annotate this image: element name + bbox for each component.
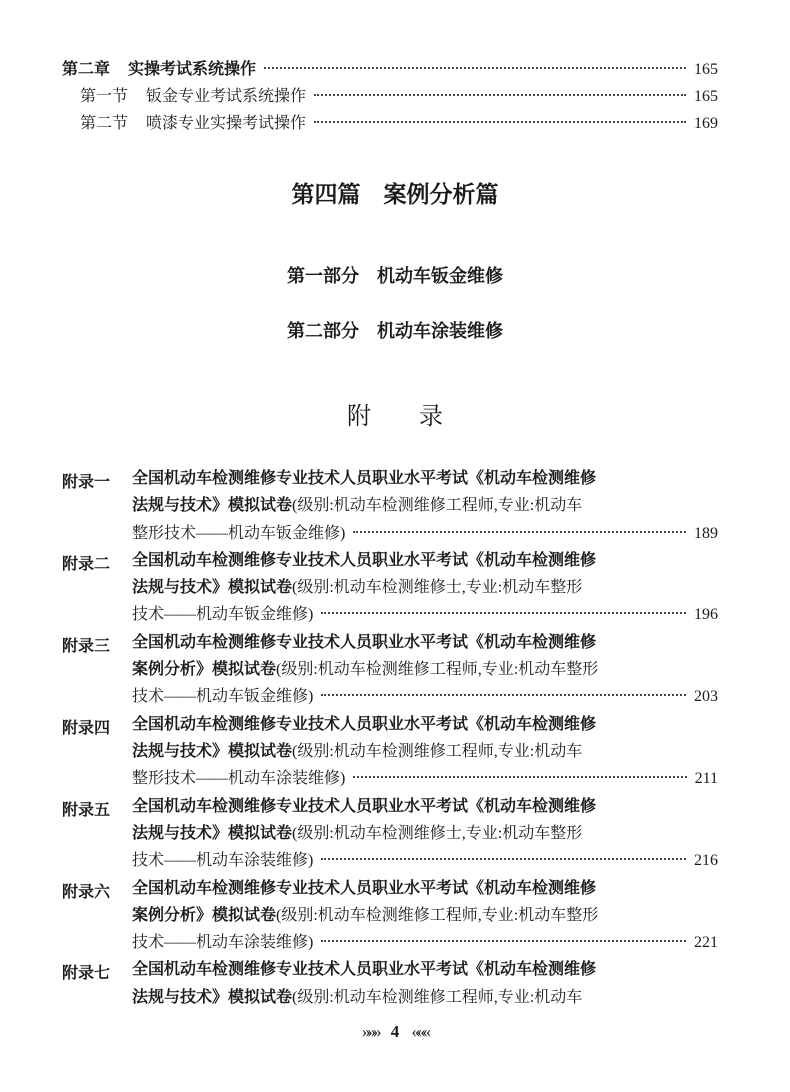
appendix-line <box>132 769 718 789</box>
appendix-line <box>132 988 718 1008</box>
appendix-title-bold: 全国机动车检测维修专业技术人员职业水平考试《机动车检测维修 <box>132 797 597 815</box>
decorative-arrows-left: »»» <box>362 1022 379 1041</box>
appendix-label: 附录五 <box>62 801 111 819</box>
page-number: 196 <box>694 606 718 624</box>
appendix-title-bold: 全国机动车检测维修专业技术人员职业水平考试《机动车检测维修 <box>132 961 597 979</box>
page-number: 169 <box>694 115 718 132</box>
appendix-title-text: 技术——机动车钣金维修) <box>132 606 314 624</box>
appendix-label: 附录七 <box>62 965 111 983</box>
chapter-title: 实操考试系统操作 <box>128 61 257 78</box>
appendix-title-bold: 全国机动车检测维修专业技术人员职业水平考试《机动车检测维修 <box>132 633 597 651</box>
section-title: 钣金专业考试系统操作 <box>146 88 307 105</box>
appendix-line <box>132 715 718 735</box>
page-number: 216 <box>694 852 718 870</box>
subpart-title: 第一部分 机动车钣金维修 <box>287 266 503 286</box>
appendix-title-bold: 法规与技术》模拟试卷 <box>132 742 293 760</box>
appendix-title-bold: 法规与技术》模拟试卷 <box>132 497 293 515</box>
section-label: 第一节 <box>80 88 129 105</box>
appendix-title-bold: 法规与技术》模拟试卷 <box>132 824 293 842</box>
appendix-title-bold: 法规与技术》模拟试卷 <box>132 579 293 597</box>
appendix-line <box>132 879 718 899</box>
appendix-title-bold: 全国机动车检测维修专业技术人员职业水平考试《机动车检测维修 <box>132 879 597 897</box>
appendix-label: 附录四 <box>62 719 111 737</box>
appendix-label: 附录一 <box>62 474 111 491</box>
section-label: 第二节 <box>80 115 129 132</box>
dot-leader <box>314 94 686 96</box>
appendix-line <box>132 933 718 953</box>
appendix-line <box>132 742 718 762</box>
appendix-line <box>132 824 718 844</box>
dot-leader <box>321 940 686 942</box>
appendix-title-text: (级别:机动车检测维修工程师,专业:机动车 <box>292 988 583 1006</box>
appendix-title-text: (级别:机动车检测维修工程师,专业:机动车整形 <box>276 661 599 679</box>
appendix-line <box>132 851 718 871</box>
dot-leader <box>264 67 686 69</box>
appendix-line <box>132 660 718 680</box>
appendix-title-text: 技术——机动车涂装维修) <box>132 934 314 952</box>
appendix-title-text: 技术——机动车钣金维修) <box>132 688 314 706</box>
dot-leader <box>321 858 686 860</box>
page-number: 4 <box>390 1022 400 1041</box>
toc-section[interactable] <box>80 114 718 134</box>
dot-leader <box>353 531 686 533</box>
appendix-title-text: (级别:机动车检测维修工程师,专业:机动车 <box>292 742 583 760</box>
appendix-title-bold: 全国机动车检测维修专业技术人员职业水平考试《机动车检测维修 <box>132 470 597 487</box>
appendix-title-bold: 法规与技术》模拟试卷 <box>132 988 293 1006</box>
decorative-arrows-right: ««« <box>411 1022 428 1041</box>
appendix-title-bold: 案例分析》模拟试卷 <box>132 661 277 679</box>
appendix-title-text: (级别:机动车检测维修士,专业:机动车整形 <box>292 579 583 597</box>
appendix-label: 附录二 <box>62 555 111 573</box>
dot-leader <box>321 694 686 696</box>
appendix-title-text: 整形技术——机动车钣金维修) <box>132 524 346 542</box>
chapter-label: 第二章 <box>62 61 111 78</box>
subpart-title: 第二部分 机动车涂装维修 <box>287 321 503 341</box>
appendix-title-bold: 全国机动车检测维修专业技术人员职业水平考试《机动车检测维修 <box>132 715 597 733</box>
appendix-label: 附录三 <box>62 637 111 655</box>
appendix-label: 附录六 <box>62 883 111 901</box>
toc-chapter[interactable] <box>62 60 718 80</box>
page-number: 165 <box>694 61 718 78</box>
appendix-title-text: 整形技术——机动车涂装维修) <box>132 770 346 788</box>
page-number: 203 <box>694 688 718 706</box>
appendix-line <box>132 578 718 598</box>
appendix-line <box>132 797 718 817</box>
appendix-line <box>132 551 718 571</box>
appendix-title-text: (级别:机动车检测维修士,专业:机动车整形 <box>292 824 583 842</box>
appendix-line <box>132 469 718 489</box>
appendix-title-text: (级别:机动车检测维修工程师,专业:机动车 <box>292 497 583 515</box>
appendix-title-text: (级别:机动车检测维修工程师,专业:机动车整形 <box>276 906 599 924</box>
appendix-title-text: 技术——机动车涂装维修) <box>132 852 314 870</box>
page-number: 211 <box>694 770 718 788</box>
appendix-line <box>132 524 718 544</box>
toc-section[interactable] <box>80 87 718 107</box>
dot-leader <box>353 776 686 778</box>
appendix-title-bold: 案例分析》模拟试卷 <box>132 906 277 924</box>
appendix-line <box>132 633 718 653</box>
page-number: 165 <box>694 88 718 105</box>
appendix-line <box>132 687 718 707</box>
appendix-heading: 附 录 <box>347 404 443 430</box>
dot-leader <box>321 612 686 614</box>
page-footer <box>0 1022 790 1042</box>
appendix-line <box>132 496 718 516</box>
page-number: 221 <box>694 934 718 952</box>
appendix-line <box>132 605 718 625</box>
appendix-line <box>132 906 718 926</box>
appendix-title-bold: 全国机动车检测维修专业技术人员职业水平考试《机动车检测维修 <box>132 551 597 569</box>
part-title: 第四篇 案例分析篇 <box>291 182 499 207</box>
appendix-line <box>132 960 718 980</box>
dot-leader <box>314 121 686 123</box>
section-title: 喷漆专业实操考试操作 <box>146 115 307 132</box>
page-number: 189 <box>694 524 718 542</box>
